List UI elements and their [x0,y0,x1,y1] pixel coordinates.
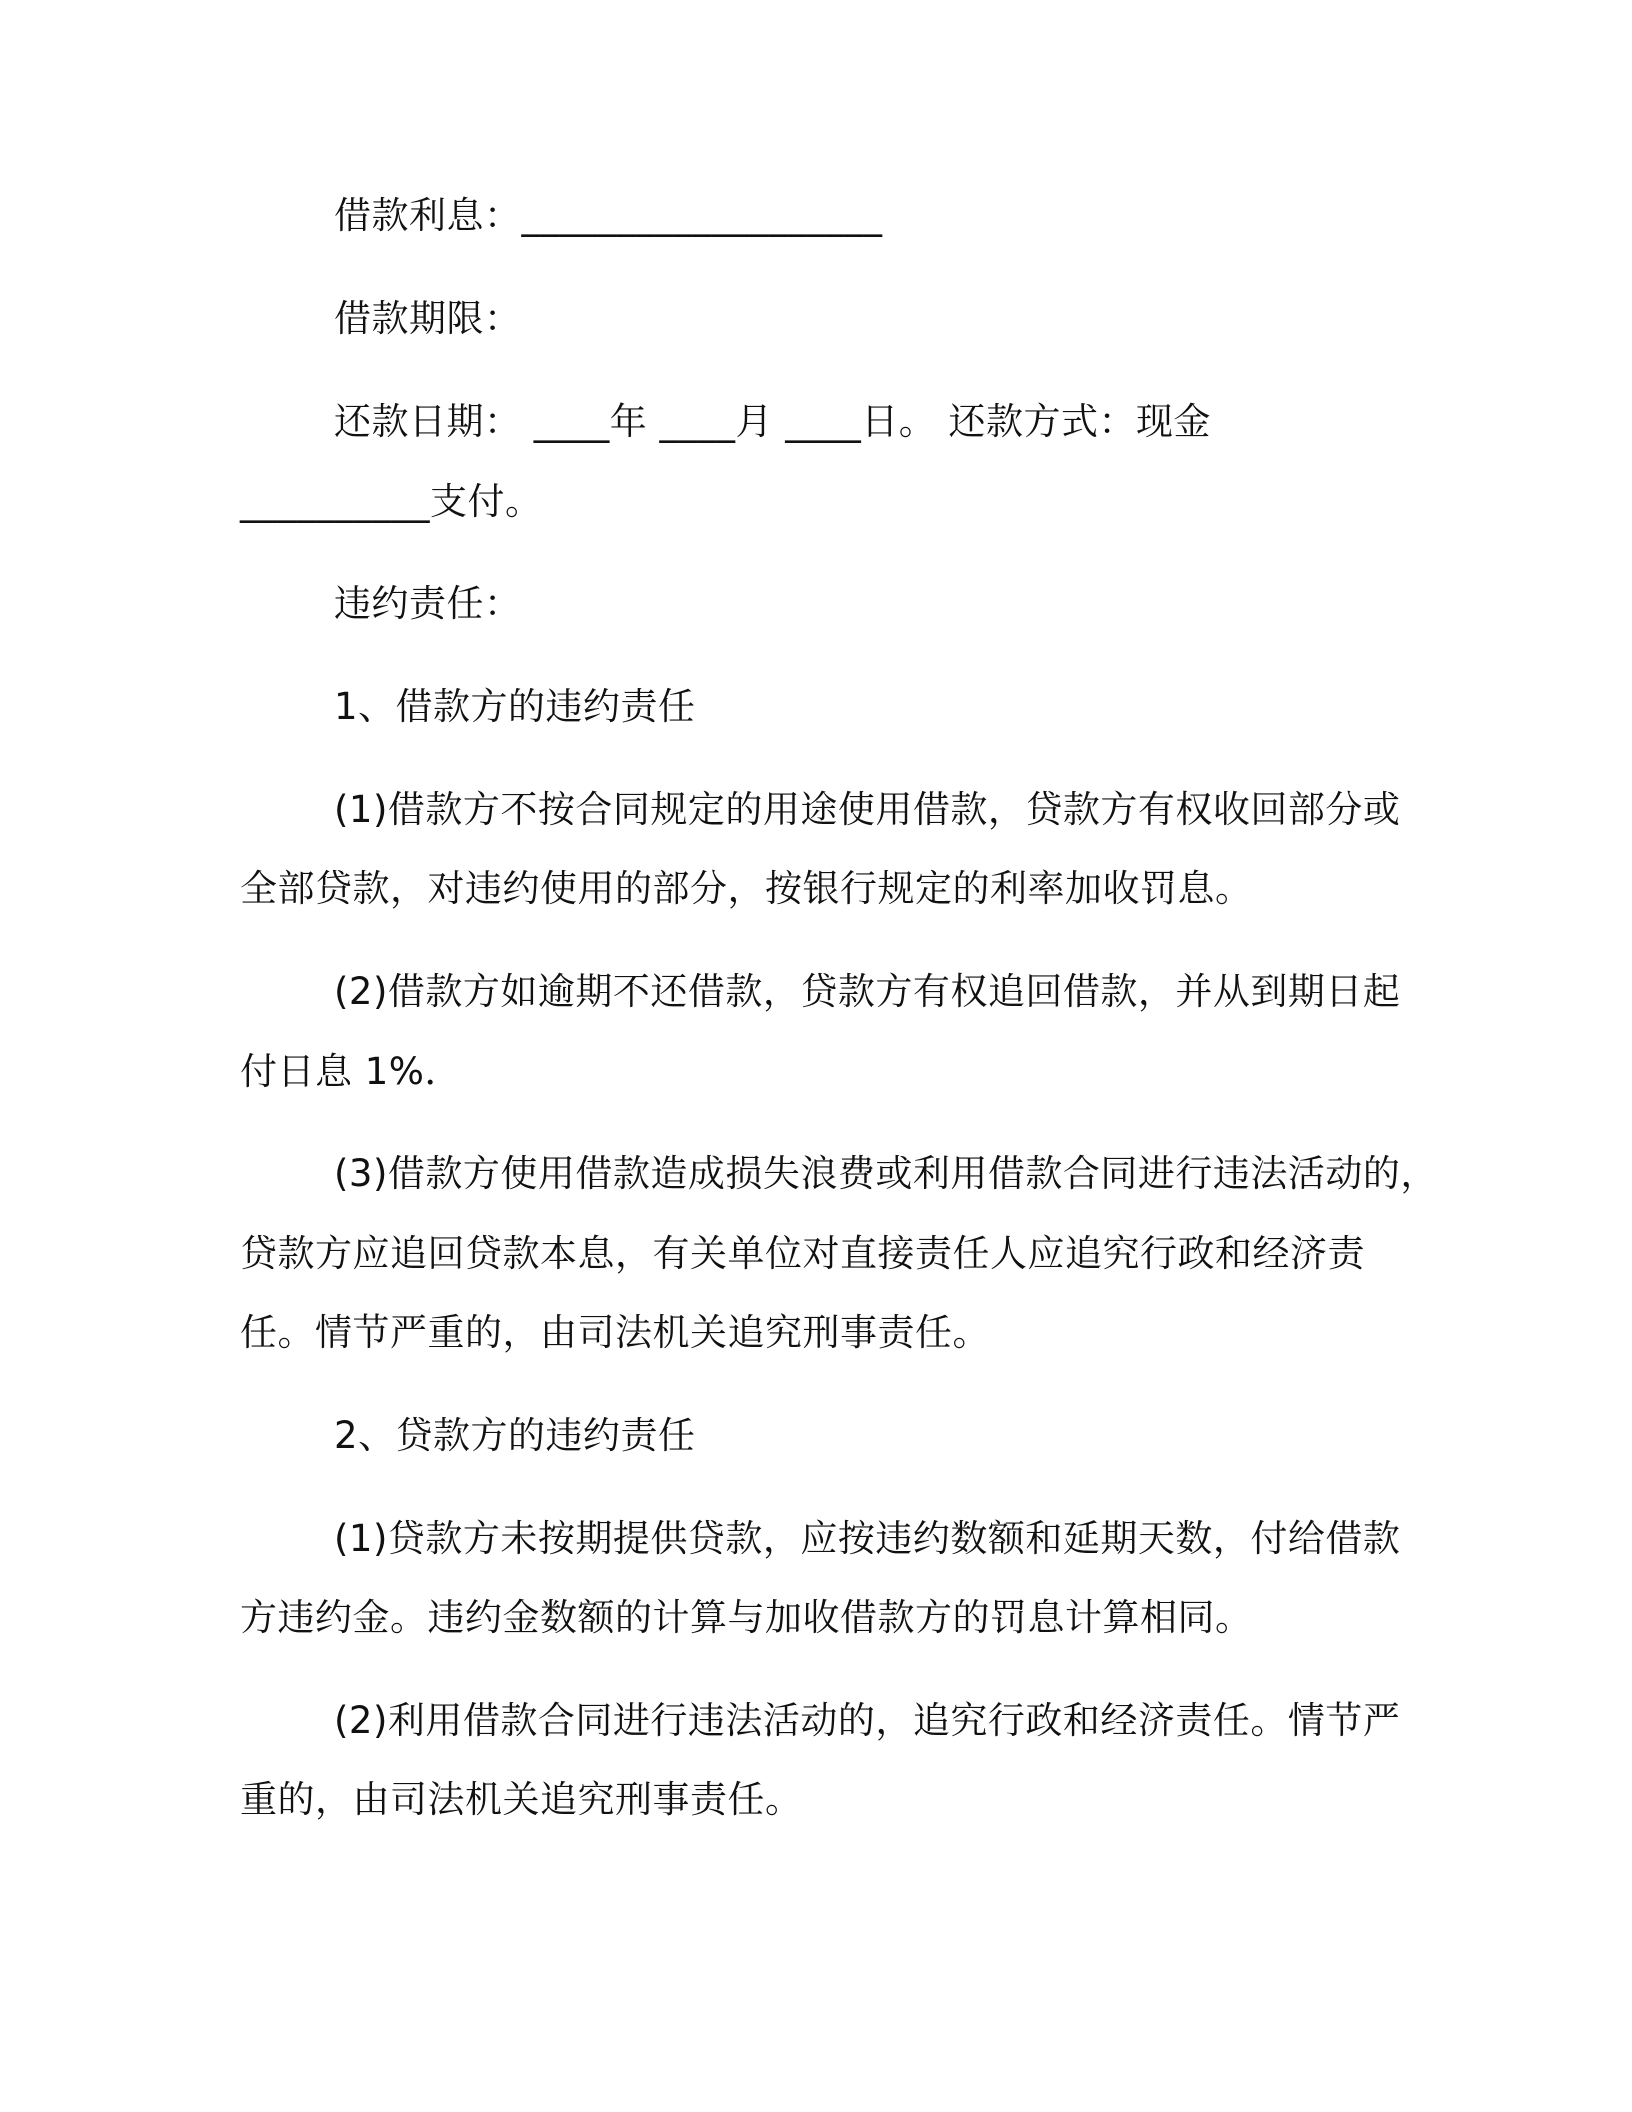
repayment-method-line: __________支付。 [240,480,543,523]
lender-breach-heading: 2、贷款方的违约责任 [334,1414,696,1457]
lender-clause-1-line-1: (1)贷款方未按期提供贷款，应按违约数额和延期天数，付给借款 [334,1517,1401,1560]
borrower-clause-3-line-1: (3)借款方使用借款造成损失浪费或利用借款合同进行违法活动的， [334,1152,1438,1195]
lender-clause-2-line-2: 重的，由司法机关追究刑事责任。 [240,1778,803,1821]
loan-term-line: 借款期限： [334,297,522,340]
borrower-breach-heading: 1、借款方的违约责任 [334,685,696,728]
borrower-clause-2-line-2: 付日息 1%． [240,1050,462,1093]
lender-clause-2-line-1: (2)利用借款合同进行违法活动的，追究行政和经济责任。情节严 [334,1699,1401,1742]
breach-liability-heading: 违约责任： [334,582,522,625]
repayment-date-line: 还款日期： ____年 ____月 ____日。 还款方式：现金 [334,400,1212,443]
borrower-clause-1-line-2: 全部贷款，对违约使用的部分，按银行规定的利率加收罚息。 [240,867,1253,910]
borrower-clause-2-line-1: (2)借款方如逾期不还借款，贷款方有权追回借款，并从到期日起 [334,970,1401,1013]
borrower-clause-3-line-3: 任。情节严重的，由司法机关追究刑事责任。 [240,1311,990,1354]
loan-interest-line: 借款利息：___________________ [334,194,883,237]
lender-clause-1-line-2: 方违约金。违约金数额的计算与加收借款方的罚息计算相同。 [240,1596,1253,1639]
borrower-clause-1-line-1: (1)借款方不按合同规定的用途使用借款，贷款方有权收回部分或 [334,788,1401,831]
borrower-clause-3-line-2: 贷款方应追回贷款本息，有关单位对直接责任人应追究行政和经济责 [240,1232,1365,1275]
